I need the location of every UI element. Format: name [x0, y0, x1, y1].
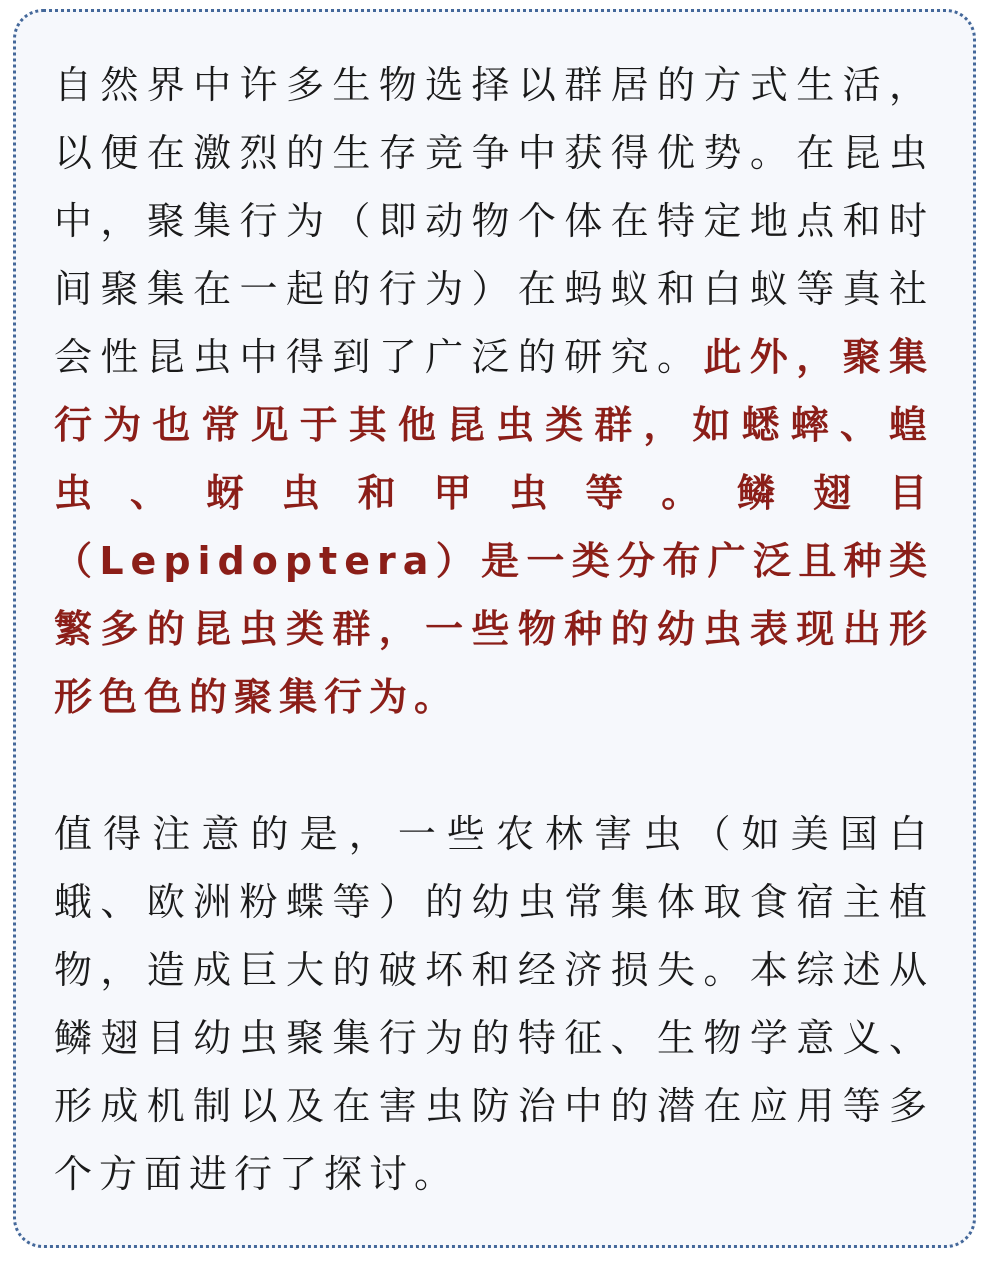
- paragraph-intro-normal-text: 自然界中许多生物选择以群居的方式生活，以便在激烈的生存竞争中获得优势。在昆虫中，聚集行为（即动物个体在特定地点和时间聚集在一起的行为）在蚂蚁和白蚁等真社会性昆虫中得到了广泛的研究。: [54, 63, 934, 379]
- paragraph-intro: [54, 51, 934, 731]
- paragraph-intro-highlight-text: 此外，聚集行为也常见于其他昆虫类群，如蟋蟀、蝗虫、蚜虫和甲虫等。鳞翅目（Lepidoptera）是一类分布广泛且种类繁多的昆虫类群，一些物种的幼虫表现出形形色色的聚集行为。: [54, 335, 934, 719]
- paragraph-summary-text: 值得注意的是，一些农林害虫（如美国白蛾、欧洲粉蝶等）的幼虫常集体取食宿主植物，造成巨大的破坏和经济损失。本综述从鳞翅目幼虫聚集行为的特征、生物学意义、形成机制以及在害虫防治中的潜在应用等多个方面进行了探讨。: [54, 812, 934, 1196]
- paragraph-summary: [54, 800, 934, 1208]
